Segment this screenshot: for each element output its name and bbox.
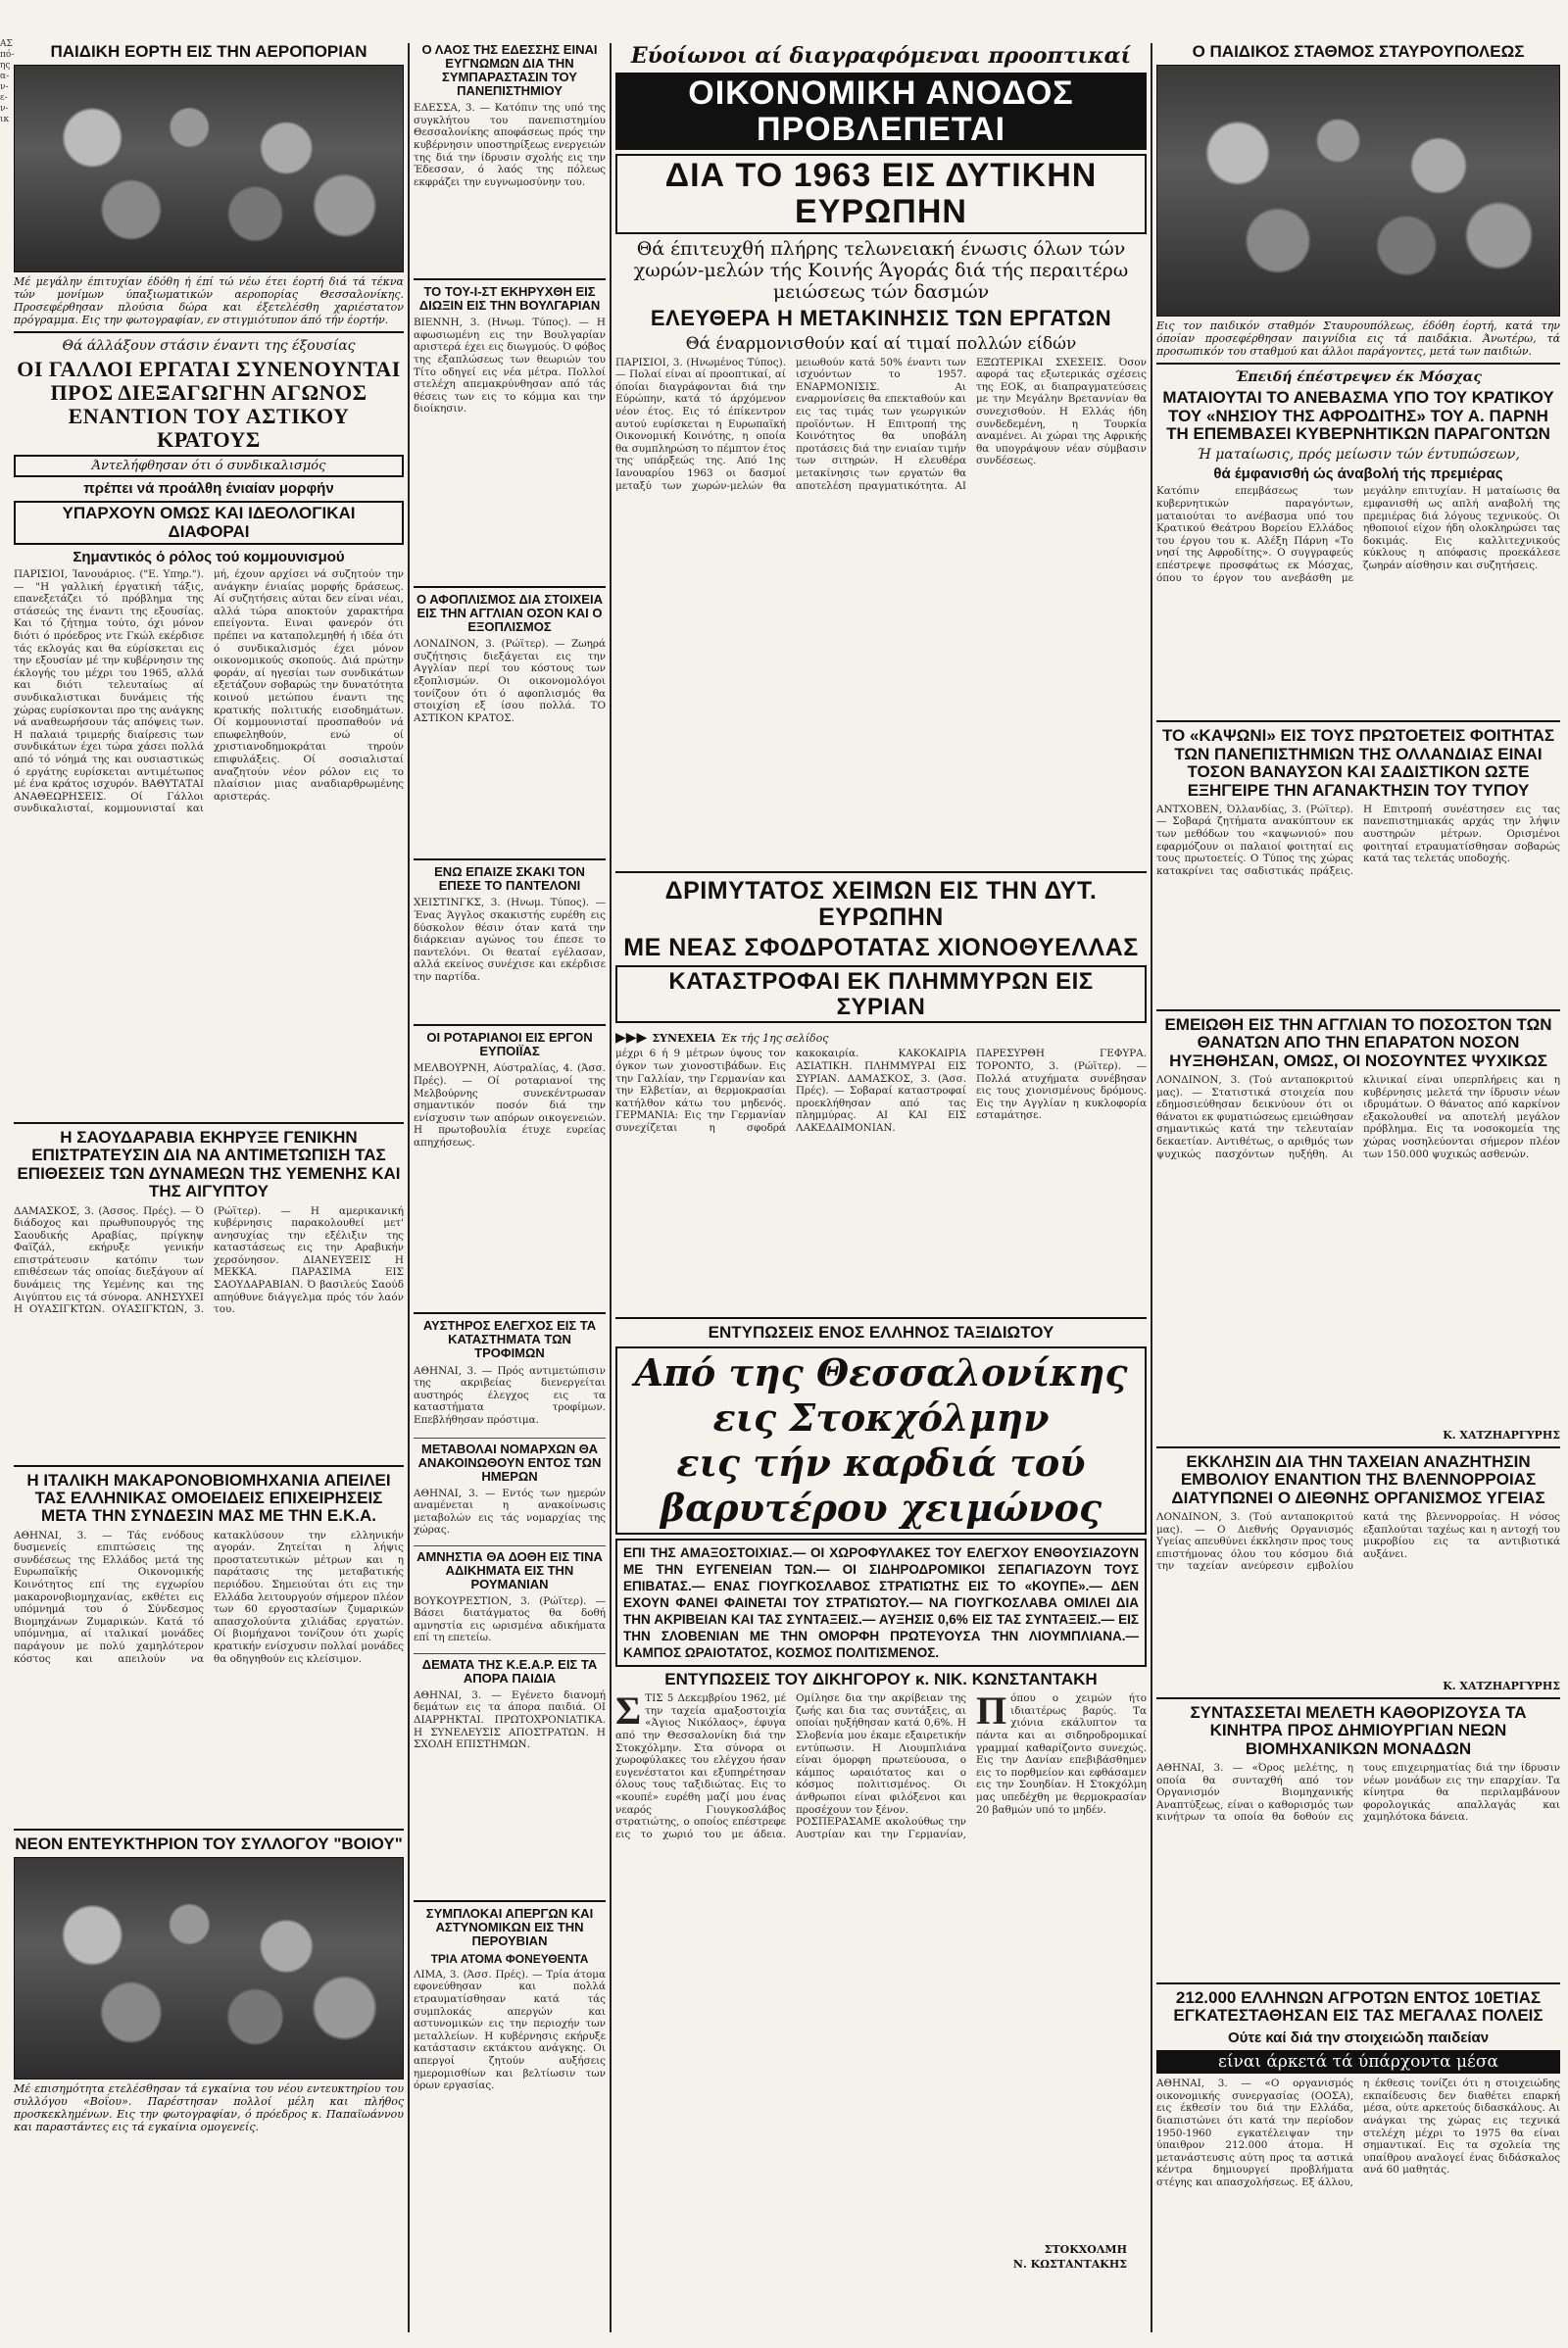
article-industry-body: ΑΘΗΝΑΙ, 3. — «Όρος μελέτης, η οποία θα συνταχθή από τον Οργανισμόν Βιομηχανικής Αναπτύξεως, είναι ο καθορισμός των κινήτρων τα οποία θα δοθούν εις τους επιχειρηματίας διά την ίδρυσιν νέων μονάδων εις την επαρχίαν. Τα κίνητρα θα περιλαμβάνουν φορολογικάς απαλλαγάς και χαμηλότοκα δάνεια. xyxy=(1156,1762,1560,1824)
divider xyxy=(14,1465,404,1467)
continuation-label: ΣΥΝΕΧΕΙΑ xyxy=(652,1032,716,1046)
headline-saudi-arabia: Η ΣΑΟΥΔΑΡΑΒΙΑ ΕΚΗΡΥΞΕ ΓΕΝΙΚΗΝ ΕΠΙΣΤΡΑΤΕΥΣΙΝ ΔΙΑ ΝΑ ΑΝΤΙΜΕΤΩΠΙΣΗ ΤΑΣ ΕΠΙΘΕΣΕΙΣ ΤΩΝ ΔΥΝΑΜΕΩΝ ΤΗΣ ΥΕΜΕΝΗΣ ΚΑΙ ΤΗΣ ΑΙΓΥΠΤΟΥ xyxy=(17,1128,401,1201)
headline-kear: ΔΕΜΑΤΑ ΤΗΣ Κ.Ε.Α.Ρ. ΕΙΣ ΤΑ ΑΠΟΡΑ ΠΑΙΔΙΑ xyxy=(421,1656,598,1686)
divider xyxy=(414,1653,606,1654)
column-2 xyxy=(414,39,606,2338)
article-winter-body: μέχρι 6 ή 9 μέτρων ύψους τον όγκον των χιονοστιβάδων. Εις την Γαλλίαν, την Γερμανίαν και την Ελβετίαν, αι θερμοκρασίαι κατήλθον κάτω του μηδενός. ΓΕΡΜΑΝΙΑ: Εις την Γερμανίαν συνεχίζεται η σφοδρά κακοκαιρία. ΚΑΚΟΚΑΙΡΙΑ ΑΣΙΑΤΙΚΗ. ΠΛΗΜΜΥΡΑΙ ΕΙΣ ΣΥΡΙΑΝ. ΔΑΜΑΣΚΟΣ, 3. (Άσσ. Πρές). — Σοβαραί καταστροφαί προεκλήθησαν από τας πλημμύρας. ΑΙ ΚΑΙ ΕΙΣ ΛΑΚΕΔΑΙΜΟΝΙΑΝ. ΠΑΡΕΣΥΡΘΗ ΓΕΦΥΡΑ. ΤΟΡΟΝΤΟ, 3. (Ρώϊτερ). — Πολλά ατυχήματα συνέβησαν εις τους χιονισμένους δρόμους. Εις την Αγγλίαν η κυκλοφορία εσταμάτησε. xyxy=(615,1048,1147,1134)
dropcap: Σ xyxy=(615,1688,642,1734)
subhead-gaul-3: Σημαντικός ό ρόλος τού κομμουνισμού xyxy=(73,549,345,566)
divider xyxy=(1156,1697,1560,1699)
signature-england: Κ. ΧΑΤΖΗΑΡΓΥΡΗΣ xyxy=(1443,1428,1560,1442)
headline-western-europe-1963: ΔΙΑ ΤΟ 1963 ΕΙΣ ΔΥΤΙΚΗΝ ΕΥΡΩΠΗΝ xyxy=(615,154,1147,233)
column-4 xyxy=(1156,39,1560,2338)
headline-nursery: Ο ΠΑΙΔΙΚΟΣ ΣΤΑΘΜΟΣ ΣΤΑΥΡΟΥΠΟΛΕΩΣ xyxy=(1192,42,1525,61)
headline-children-party: ΠΑΙΔΙΚΗ ΕΟΡΤΗ ΕΙΣ ΤΗΝ ΑΕΡΟΠΟΡΙΑΝ xyxy=(50,42,368,61)
article-chess-body: ΧΕΙΣΤΙΝΓΚΣ, 3. (Ηνωμ. Τύπος). — Ένας Άγγλος σκακιστής ευρέθη εις δύσκολον θέσιν όταν κατά την διάρκειαν αγώνος του έπεσε το παντελόνι. Οι θεαταί εγέλασαν, αλλά εκείνος συνέχισε και εκέρδισε την παρτίδα. xyxy=(414,897,606,983)
divider xyxy=(1156,363,1560,365)
headline-farmers-migration: 212.000 ΕΛΛΗΝΩΝ ΑΓΡΟΤΩΝ ΕΝΤΟΣ 10ΕΤΙΑΣ ΕΓΚΑΤΕΣΤΑΘΗΣΑΝ ΕΙΣ ΤΑΣ ΜΕΓΑΛΑΣ ΠΟΛΕΙΣ xyxy=(1173,1988,1544,2026)
divider xyxy=(414,278,606,280)
subhead-farmers-1: Ούτε καί διά την στοιχειώδη παιδείαν xyxy=(1227,2029,1490,2046)
kicker-economy: Εύοίωνοι αί διαγραφόμεναι προοπτικαί xyxy=(630,43,1132,69)
subhead-moscow-2: θά έμφανισθή ώς άναβολή τής πρεμιέρας xyxy=(1213,465,1503,483)
headline-industry-incentives: ΣΥΝΤΑΣΣΕΤΑΙ ΜΕΛΕΤΗ ΚΑΘΟΡΙΖΟΥΣΑ ΤΑ ΚΙΝΗΤΡΑ ΠΡΟΣ ΔΗΜΙΟΥΡΓΙΑΝ ΝΕΩΝ ΒΙΟΜΗΧΑΝΙΚΩΝ ΜΟΝΑΔΩΝ xyxy=(1190,1703,1527,1758)
kicker-lawyer: ΕΝΤΥΠΩΣΕΙΣ ΤΟΥ ΔΙΚΗΓΟΡΟΥ κ. ΝΙΚ. ΚΩΝΣΤΑΝΤΑΚΗ xyxy=(664,1669,1098,1688)
dropcap: Π xyxy=(976,1688,1007,1734)
article-england-body: ΛΟΝΔΙΝΟΝ, 3. (Τού ανταποκριτού μας). — Στατιστικά στοιχεία που εδημοσιεύθησαν δεικνύουν ότι οι θάνατοι εκ φυματιώσεως εμειώθησαν σημαντικώς κατά την τελευταίαν δεκαετίαν. Αντιθέτως, ο αριθμός των ψυχικώς πασχόντων ηυξήθη. Αι κλινικαί είναι υπερπλήρεις και η κυβέρνησις μελετά την ίδρυσιν νέων ιδρυμάτων. Ο θάνατος από καρκίνον εξακολουθεί να αποτελή μεγάλον πρόβλημα. Εις τα νοσοκομεία της χώρας νοσηλεύονται σήμερον πλέον των 150.000 ψυχικώς ασθενών. xyxy=(1156,1073,1560,1160)
caption-children-party: Μέ μεγάλην έπιτυχίαν έδόθη ή έπί τώ νέω έτει έορτή διά τά τέκνα τών μονίμων ύπαξιωματικών αεροπορίας Θεσσαλονίκης. Προσεφέρθησαν πλούσια δώρα και έξετελέσθη χαριέστατον πρόγραμμα. Εις την φωτογραφίαν, εν στιγμιότυπον άπό τήν έορτήν. xyxy=(14,275,404,327)
kicker-traveler: ΕΝΤΥΠΩΣΕΙΣ ΕΝΟΣ ΕΛΛΗΝΟΣ ΤΑΞΙΔΙΩΤΟΥ xyxy=(708,1323,1054,1343)
divider xyxy=(414,1312,606,1314)
article-hazing-body: ΑΝΤΧΟΒΕΝ, Όλλανδίας, 3. (Ρώϊτερ). — Σοβαρά ζητήματα ανακύπτουν εκ των μεθόδων του «καψωνιού» που εφαρμόζουν οι παλαιοί φοιτηταί εις τους πρωτοετείς. Ο Τύπος της χώρας κατακρίνει τας σαδιστικάς πράξεις. Η Επιτροπή συνέστησεν εις τας πανεπιστημιακάς αρχάς την λήψιν αυστηρών μέτρων. Ορισμένοι φοιτηταί ετραυματίσθησαν σοβαρώς κατά τας τελετάς υποδοχής. xyxy=(1156,803,1560,877)
signature-name: Ν. ΚΩΣΤΑΝΤΑΚΗΣ xyxy=(1012,2258,1127,2272)
divider xyxy=(414,1024,606,1026)
column-3 xyxy=(615,39,1147,2338)
headline-syria-floods: ΚΑΤΑΣΤΡΟΦΑΙ ΕΚ ΠΛΗΜΜΥΡΩΝ ΕΙΣ ΣΥΡΙΑΝ xyxy=(615,965,1147,1024)
photo-children-party xyxy=(14,65,404,272)
headline-chess: ΕΝΩ ΕΠΑΙΖΕ ΣΚΑΚΙ ΤΟΝ ΕΠΕΣΕ ΤΟ ΠΑΝΤΕΛΟΝΙ xyxy=(434,864,585,894)
headline-thessaloniki-stockholm: Από της Θεσσαλονίκης εις Στοκχόλμην xyxy=(634,1349,1128,1440)
left-edge-clipped-column xyxy=(0,39,15,2338)
article-tito-body: ΒΙΕΝΝΗ, 3. (Ηνωμ. Τύπος). — Η αφωσιωμένη εις την Βουλγαρίαν αριστερά έχει εις διωγμούς. Ό φόβος της εξαπλώσεως των θεωριών του Τίτο οδηγεί εις νέα μέτρα. Πολλοί στελέχη απεμακρύνθησαν από τάς θέσεις των εις το κόμμα και την διοίκησιν. xyxy=(414,317,606,416)
divider xyxy=(414,858,606,860)
headline-gaul-differences: ΥΠΑΡΧΟΥΝ ΟΜΩΣ ΚΑΙ ΙΔΕΟΛΟΓΙΚΑΙ ΔΙΑΦΟΡΑΙ xyxy=(14,501,404,545)
headline-snowstorms: ΜΕ ΝΕΑΣ ΣΦΟΔΡΟΤΑΤΑΣ ΧΙΟΝΟΘΥΕΛΛΑΣ xyxy=(623,933,1139,961)
photo-nursery xyxy=(1156,65,1560,317)
article-moscow-body: Κατόπιν επεμβάσεως των κυβερνητικών παραγόντων, ματαιούται το ανέβασμα υπό του Κρατικού Θεάτρου Βορείου Ελλάδος του έργου του κ. Αλέξη Πάρνη «Το νησί της Αφροδίτης». Ο συγγραφεύς επέστρεψε προσφάτως εκ Μόσχας, όπου το έργον του ανεβάσθη με μεγάλην επιτυχίαν. Η ματαίωσις θα εμφανισθή ως απλή αναβολή της πρεμιέρας διά λόγους τεχνικούς. Οι ηθοποιοί είχον ήδη ολοκληρώσει τας δοκιμάς. Εις καλλιτεχνικούς κύκλους η απόφασις προεκάλεσε ζωηράν αίσθησιν και συζητήσεις. xyxy=(1156,485,1560,584)
article-amnesty-body: ΒΟΥΚΟΥΡΕΣΤΙΟΝ, 3. (Ρώϊτερ). — Βάσει διατάγματος θα δοθή αμνηστία εις ωρισμένα αδικήματα επί τη επετείω. xyxy=(414,1594,606,1644)
article-peru-body: ΛΙΜΑ, 3. (Άσσ. Πρές). — Τρία άτομα εφονεύθησαν και πολλά ετραυματίσθησαν κατά τάς συμπλοκάς απεργών και αστυνομικών εις την περιοχήν των μεταλλείων. Η κυβέρνησις εκήρυξε κατάστασιν εκτάκτου ανάγκης. Οι απεργοί ζητούν αυξήσεις ημερομισθίων και βελτίωσιν των όρων εργασίας. xyxy=(414,1968,606,2092)
subhead-peru: ΤΡΙΑ ΑΤΟΜΑ ΦΟΝΕΥΘΕΝΤΑ xyxy=(430,1951,589,1966)
headline-disarmament: Ο ΑΦΟΠΛΙΣΜΟΣ ΔΙΑ ΣΤΟΙΧΕΙΑ ΕΙΣ ΤΗΝ ΑΓΓΛΙΑΝ ΟΣΟΝ ΚΑΙ Ο ΕΞΟΠΛΙΣΜΟΣ xyxy=(416,592,603,635)
headline-food-control: ΑΥΣΤΗΡΟΣ ΕΛΕΓΧΟΣ ΕΙΣ ΤΑ ΚΑΤΑΣΤΗΜΑΤΑ ΤΩΝ ΤΡΟΦΙΜΩΝ xyxy=(422,1318,597,1361)
headline-dutch-hazing: ΤΟ «ΚΑΨΩΝΙ» ΕΙΣ ΤΟΥΣ ΠΡΩΤΟΕΤΕΙΣ ΦΟΙΤΗΤΑΣ ΤΩΝ ΠΑΝΕΠΙΣΤΗΜΙΩΝ ΤΗΣ ΟΛΛΑΝΔΙΑΣ ΕΙΝΑΙ ΤΟΣΟΝ ΒΑΝΑΥΣΟΝ ΚΑΙ ΣΑΔΙΣΤΙΚΟΝ ΩΣΤΕ ΕΞΗΓΕΙΡΕ ΤΗΝ ΑΓΑΝΑΚΤΗΣΙΝ ΤΟΥ ΤΥΠΟΥ xyxy=(1161,726,1555,800)
divider xyxy=(14,331,404,333)
column-rule xyxy=(610,43,612,2332)
headline-rotary: ΟΙ ΡΟΤΑΡΙΑΝΟΙ ΕΙΣ ΕΡΓΟΝ ΕΥΠΟΙΪΑΣ xyxy=(426,1030,593,1059)
divider xyxy=(1156,1982,1560,1984)
kicker-gaul: Θά άλλάξουν στάσιν έναντι της έξουσίας xyxy=(62,338,356,355)
deck-stockholm: ΕΠΙ ΤΗΣ ΑΜΑΞΟΣΤΟΙΧΙΑΣ.— ΟΙ ΧΩΡΟΦΥΛΑΚΕΣ ΤΟΥ ΕΛΕΓΧΟΥ ΕΝΘΟΥΣΙΑΖΟΥΝ ΜΕ ΤΗΝ ΕΥΓΕΝΕΙΑΝ ΤΩΝ.— ΟΙ ΣΙΔΗΡΟΔΡΟΜΙΚΟΙ ΣΕΠΑΓΙΑΖΟΥΝ ΤΟΥΣ ΕΠΙΒΑΤΑΣ.— ΕΝΑΣ ΓΙΟΥΓΚΟΣΛΑΒΟΣ ΣΤΡΑΤΙΩΤΗΣ ΕΙΣ ΤΟ «ΚΟΥΠΕ».— ΔΕΝ ΕΧΟΥΝ ΦΑΝΕΙ ΦΑΙΝΕΤΑΙ ΤΟΥ ΣΤΡΑΤΙΩΤΟΥ.— ΝΑ ΓΙΟΥΓΚΟΣΛΑΒΑ ΟΜΙΛΕΙ ΔΙΑ ΤΗΝ ΑΚΡΙΒΕΙΑΝ ΚΑΙ ΤΑΣ ΣΥΝΤΑΞΕΙΣ.— ΑΥΞΗΣΙΣ 0,6% ΕΙΣ ΤΑΣ ΣΥΝΤΑΞΕΙΣ.— ΕΙΣ ΤΗΝ ΣΛΟΒΕΝΙΑΝ ΜΕ ΤΗΝ ΟΜΟΡΦΗ ΠΡΩΤΕΥΟΥΣΑ ΤΗΝ ΛΙΟΥΜΠΛΙΑΝΑ.— ΚΑΜΠΟΣ ΩΡΑΙΟΤΑΤΟΣ, ΚΟΣΜΟΣ ΠΟΛΙΤΙΣΜΕΝΟΣ. xyxy=(615,1539,1147,1667)
subhead-moscow-1: Ή ματαίωσις, πρός μείωσιν τών έντυπώσεων, xyxy=(1197,447,1520,464)
headline-harsh-winter: ΔΡΙΜΥΤΑΤΟΣ ΧΕΙΜΩΝ ΕΙΣ ΤΗΝ ΔΥΤ. ΕΥΡΩΠΗΝ xyxy=(664,876,1098,931)
divider xyxy=(615,1317,1147,1319)
caption-nursery: Εις τον παιδικόν σταθμόν Σταυρουπόλεως, έδόθη έορτή, κατά την όποίαν προσεφέρθησαν παιγνίδια εις τά παιδάκια. Άνωτέρω, τά προσωπικόν του σταθμού και άλλοι παράγοντες, μετά των παιδιών. xyxy=(1156,319,1560,359)
column-rule xyxy=(1151,43,1152,2332)
headline-edessa: Ο ΛΑΟΣ ΤΗΣ ΕΔΕΣΣΗΣ ΕΙΝΑΙ ΕΥΓΝΩΜΩΝ ΔΙΑ ΤΗΝ ΣΥΜΠΑΡΑΣΤΑΣΙΝ ΤΟΥ ΠΑΝΕΠΙΣΤΗΜΙΟΥ xyxy=(421,42,598,99)
article-stockholm-text-2: ΡΟΣΠΕΡΑΣΑΜΕ ακολούθως την Αυστρίαν και την Γερμανίαν, όπου ο χειμών ήτο ιδιαιτέρως βαρύς. Τα χιόνια εκάλυπτον τα πάντα και αι σιδηροδρομικαί γραμμαί καθαρίζοντο συνεχώς. Εις την Δανίαν επεβιβάσθημεν εις το πορθμείον και εφθάσαμεν εις την Σουηδίαν. Η Στοκχόλμη μας υπεδέχθη με θερμοκρασίαν 20 βαθμών υπό το μηδέν. xyxy=(796,1692,1147,1840)
article-rotary-body: ΜΕΛΒΟΥΡΝΗ, Αύστραλίας, 4. (Άσσ. Πρές). — Οί ροταριανοί της Μελβούρνης συνεκέντρωσαν σημαντικόν ποσόν διά την ενίσχυσιν των απόρων οικογενειών. Η πρωτοβουλία έτυχε ευρείας απηχήσεως. xyxy=(414,1062,606,1149)
article-food-body: ΑΘΗΝΑΙ, 3. — Πρός αντιμετώπισιν της ακριβείας διενεργείται αυστηρός έλεγχος εις τα καταστήματα τροφίμων. Επεβλήθησαν πρόστιμα. xyxy=(414,1364,606,1426)
article-saudi-body: ΔΑΜΑΣΚΟΣ, 3. (Άσσος. Πρές). — Ό διάδοχος και πρωθυπουργός της Σαουδικής Αραβίας, πρίγκηψ Φαϊζάλ, εκήρυξε γενικήν επιστράτευσιν κατόπιν των επιθέσεων τάς οποίας διεξάγουν αί δυνάμεις της Υεμένης και της Αιγύπτου εις τά σύνορα. ΑΝΗΣΥΧΕΙ Η ΟΥΑΣΙΓΚΤΩΝ. ΟΥΑΣΙΓΚΤΩΝ, 3. (Ρώϊτερ). — Η αμερικανική κυβέρνησις παρακολουθεί μετ' ανησυχίας την εξέλιξιν της καταστάσεως εις την Αραβικήν χερσόνησον. ΔΙΑΝΕΥΞΕΙΣ Η ΜΕΚΚΑ. ΠΑΡΑΣΙΜΑ ΕΙΣ ΣΑΟΥΔΑΡΑΒΙΑΝ. Ό βασιλεύς Σαούδ απηύθυνε διάγγελμα πρός τόν λαόν του. xyxy=(14,1204,404,1316)
subhead-customs-union: Θά έπιτευχθή πλήρης τελωνειακή ένωσις όλων τών χωρών-μελών τής Κοινής Άγοράς διά τής περαιτέρω μειώσεως τών δασμών xyxy=(633,237,1129,303)
caption-boiou-club: Μέ επισημότητα ετελέσθησαν τά εγκαίνια του νέου εντευκτηρίου του συλλόγου «Βοΐου». Παρέστησαν πολλοί μέλη και πλήθος προσκεκλημένων. Εις την φωτογραφίαν, ό πρόεδρος κ. Παπαϊωάννου και παραστάντες εις τά εγκαίνια ομογενείς. xyxy=(14,2081,404,2133)
divider xyxy=(1156,1009,1560,1011)
headline-heart-of-winter: εις τήν καρδιά τού βαρυτέρου χειμώνος xyxy=(660,1440,1102,1530)
article-gaul-body: ΠΑΡΙΣΙΟΙ, Ίανουάριος. ("Ε. Υπηρ."). — "Η γαλλική έργατική τάξις, επανεξετάζει τό πρόβλημα της στάσεώς της έναντι της εξουσίας. Και τό ζήτημα τούτο, όχι μόνον διότι ό πρόεδρος ντε Γκώλ εκέρδισε τάς εκλογάς και θα εύρίσκεται εις την εξουσίαν μέ την κυβέρνησιν της έκλογής του μέχρι του 1965, αλλά και διότι τελευταίως αί συνδικαλιστικαι δυνάμεις τής χώρας ευρίσκονται προ της ανάγκης νά αναθεωρήσουν τάς απόψεις των. Η παλαιά τριμερής διαίρεσις των συνδικάτων έχει τώρα χάσει πολλά από τό νόημά της και ουσιαστικώς ό εργάτης ευρίσκεται αντιμέτωπος μέ ένα κράτος ισχυρόν. ΒΑΘΥΤΑΤΑΙ ΑΝΑΘΕΩΡΗΣΕΙΣ. Οί Γάλλοι συνδικαλισταί, κομμουνισταί και μή, έχουν αρχίσει νά συζητούν την ανάγκην ένιαίας μορφής δράσεως. Αί συζητήσεις αύται δεν είναι νέαι, αλλά τώρα αποκτούν χαρακτήρα επείγοντα. Ειναι φανερόν ότι πρέπει να καταπολεμηθή ή ιδέα ότι ό συνδικαλισμός έχει μόνον οικονομικούς σκοπούς. Διά πρώτην φοράν, αί ηγεσίαι των συνδικάτων εξετάζουν σοβαρώς την δυνατότητα κοινού μετώπου έναντι της κρατικής πολιτικής εισοδημάτων. Οί κομμουνισταί προσπαθούν νά επωφεληθούν, ενώ οί χριστιανοδημοκράται τηρούν επιφυλάξεις. Οί σοσιαλισταί αναζητούν νέον ρόλον εις το πλαίσιον μιας αναδιαρθρωμένης αριστεράς. xyxy=(14,568,404,815)
continuation-marker xyxy=(615,1027,1147,1046)
article-edessa-body: ΕΔΕΣΣΑ, 3. — Κατόπιν της υπό της συγκλήτου του πανεπιστημίου Θεσσαλονίκης αποφάσεως πρός την κυβέρνησιν υποστηρίξεως ενεργειών της διά την ίδρυσιν σχολής εις την Έδεσσαν, ό λαός της πόλεως εκφράζει την ευγνωμοσύνην του. xyxy=(414,102,606,188)
article-farmers-body: ΑΘΗΝΑΙ, 3. — «Ο οργανισμός οικονομικής συνεργασίας (ΟΟΣΑ), εις έκθεσίν του διά την Ελλάδα, διαπιστώνει ότι κατά την περίοδον 1950-1960 εγκατέλειψαν την ύπαιθρον 212.000 άτομα. Η μετανάστευσις αύτη προς τα αστικά κέντρα δημιουργεί προβλήματα στέγης και απασχολήσεως. Εξ άλλου, η έκθεσις τονίζει ότι η στοιχειώδης εκπαίδευσις δεν διαθέτει επαρκή μέσα, ούτε αρκετούς διδασκάλους. Αι ανάγκαι της χώρας εις τεχνικά στελέχη μέχρι το 1975 θα είναι σημαντικαί. Εις τα σχολεία της υπαίθρου αναλογεί ένας διδάσκαλος ανά 60 μαθητάς. xyxy=(1156,2078,1560,2188)
divider xyxy=(414,1545,606,1546)
divider xyxy=(1156,1446,1560,1448)
divider xyxy=(14,1829,404,1831)
column-rule xyxy=(408,43,410,2332)
column-1 xyxy=(14,39,404,2338)
headline-amnesty: ΑΜΝΗΣΤΙΑ ΘΑ ΔΟΘΗ ΕΙΣ ΤΙΝΑ ΑΔΙΚΗΜΑΤΑ ΕΙΣ ΤΗΝ ΡΟΥΜΑΝΙΑΝ xyxy=(416,1548,603,1591)
kicker-moscow: Έπειδή έπέστρεψεν έκ Μόσχας xyxy=(1235,369,1482,386)
subhead-gaul-2: πρέπει νά προάλθη ένιαίαν μορφήν xyxy=(83,480,334,498)
subhead-gaul-1: Άντελήφθησαν ότι ό συνδικαλισμός xyxy=(14,455,404,477)
edge-text: ΑΣ πό- ης α- ν- ε- ν- ικ xyxy=(0,39,15,124)
headline-england-deaths: ΕΜΕΙΩΘΗ ΕΙΣ ΤΗΝ ΑΓΓΛΙΑΝ ΤΟ ΠΟΣΟΣΤΟΝ ΤΩΝ ΘΑΝΑΤΩΝ ΑΠΟ ΤΗΝ ΕΠΑΡΑΤΟΝ ΝΟΣΟΝ ΗΥΞΗΘΗΣΑΝ, ΟΜΩΣ, ΟΙ ΝΟΣΟΥΝΤΕΣ ΨΥΧΙΚΩΣ xyxy=(1164,1014,1552,1070)
headline-italian-pasta: Η ΙΤΑΛΙΚΗ ΜΑΚΑΡΟΝΟΒΙΟΜΗΧΑΝΙΑ ΑΠΕΙΛΕΙ ΤΑΣ ΕΛΛΗΝΙΚΑΣ ΟΜΟΕΙΔΕΙΣ ΕΠΙΧΕΙΡΗΣΕΙΣ ΜΕΤΑ ΤΗΝ ΣΥΝΔΕΣΙΝ ΜΑΣ ΜΕ ΤΗΝ Ε.Κ.Α. xyxy=(26,1470,391,1526)
signature-place: ΣΤΟΚΧΟΛΜΗ xyxy=(1044,2243,1127,2257)
article-who-body: ΛΟΝΔΙΝΟΝ, 3. (Τού ανταποκριτού μας). — Ο Διεθνής Οργανισμός Υγείας απευθύνει έκκλησιν προς τους επιστήμονας όλου του κόσμου διά την ταχείαν ανεύρεσιν εμβολίου κατά της βλεννορροίας. Η νόσος εξαπλούται ταχέως και η αντοχή του μικροβίου εις τα αντιβιοτικά αυξάνει. xyxy=(1156,1511,1560,1573)
divider xyxy=(615,871,1147,873)
article-economy-body: ΠΑΡΙΣΙΟΙ, 3. (Ηνωμένος Τύπος). — Πολαί είναι αί προοπτικαί, αί όποίαι διαγράφονται διά την Εύρώπην, κατά τό άρχόμενον νέον έτος. Εις τό έπίκεντρον αυτού ευρίσκεται η Ευρωπαϊκή Οικονομική Κοινότης, η οποία θα συμπληρώση το πέμπτον έτος της υπάρξεώς της. Από 1ης Ιανουαρίου 1963 οι δασμοί μεταξύ των χωρών-μελών θα μειωθούν κατά 50% έναντι των ισχυόντων το 1957. ΕΝΑΡΜΟΝΙΣΙΣ. Αι εναρμονίσεις θα επεκταθούν και εις τας τιμάς των γεωργικών προϊόντων. Η Επιτροπή της Κοινότητος θα υποβάλη προτάσεις διά την ενιαίαν τιμήν των σιτηρών. Η ελευθέρα μετακίνησις των εργατών θα αποτελέση πραγματικότητα. ΑΙ ΕΞΩΤΕΡΙΚΑΙ ΣΧΕΣΕΙΣ. Όσον αφορά τας εξωτερικάς σχέσεις της ΕΟΚ, αι διαπραγματεύσεις με την Μεγάλην Βρεταννίαν θα συνεχισθούν. Η Ελλάς ήδη συνδεδεμένη, η Τουρκία αναμένει. Αι χώραι της Αφρικής θα υπογράψουν νέαν σύμβασιν συνδέσεως. xyxy=(615,356,1147,492)
divider xyxy=(1156,720,1560,722)
article-stockholm-body xyxy=(615,1688,1147,2241)
signature-block xyxy=(615,2243,1127,2271)
headline-peru: ΣΥΜΠΛΟΚΑΙ ΑΠΕΡΓΩΝ ΚΑΙ ΑΣΤΥΝΟΜΙΚΩΝ ΕΙΣ ΤΗΝ ΠΕΡΟΥΒΙΑΝ xyxy=(425,1905,594,1948)
headline-boiou-club: ΝΕΟΝ ΕΝΤΕΥΚΤΗΡΙΟΝ ΤΟΥ ΣΥΛΛΟΓΟΥ "ΒΟΙΟΥ" xyxy=(15,1834,403,1853)
headline-box-stockholm xyxy=(615,1346,1147,1535)
divider xyxy=(414,586,606,588)
signature-who: Κ. ΧΑΤΖΗΑΡΓΥΡΗΣ xyxy=(1443,1680,1560,1693)
arrow-icon: ▶▶▶ xyxy=(615,1030,648,1047)
divider xyxy=(414,1900,606,1902)
headline-nomarchs: ΜΕΤΑΒΟΛΑΙ ΝΟΜΑΡΧΩΝ ΘΑ ΑΝΑΚΟΙΝΩΘΟΥΝ ΕΝΤΟΣ ΤΩΝ ΗΜΕΡΩΝ xyxy=(417,1441,602,1484)
photo-boiou-club xyxy=(14,1857,404,2079)
headline-economic-rise: ΟΙΚΟΝΟΜΙΚΗ ΑΝΟΔΟΣ ΠΡΟΒΛΕΠΕΤΑΙ xyxy=(615,73,1147,150)
headline-tito-bulgaria: ΤΟ ΤΟΥ-Ι-ΣΤ ΕΚΗΡΥΧΘΗ ΕΙΣ ΔΙΩΞΙΝ ΕΙΣ ΤΗΝ ΒΟΥΛΓΑΡΙΑΝ xyxy=(418,284,601,314)
article-disarmament-body: ΛΟΝΔΙΝΟΝ, 3. (Ρώϊτερ). — Ζωηρά συζήτησις διεξάγεται εις την Αγγλίαν περί του κόστους των εξοπλισμών. Οι οικονομολόγοι τονίζουν ότι ό αφοπλισμός θα στοιχίση εξ ίσου πολλά. ΤΟ ΑΣΤΙΚΟΝ ΚΡΑΤΟΣ. xyxy=(414,638,606,724)
article-pasta-body: ΑΘΗΝΑΙ, 3. — Τάς ενόδους δυσμενείς επιπτώσεις της συνδέσεως της Ελλάδος μετά της Ευρωπαϊκής Οικονομικής Κοινότητος επί της εγχωρίου μακαρονοβιομηχανίας, εκθέτει εις υπόμνημά του ό Σύνδεσμος Βιομηχάνων Ζυμαρικών. Κατά τό υπόμνημα, αί ιταλικαί μονάδες παράγουν με πολύ χαμηλότερον κόστος και απειλούν να κατακλύσουν την ελληνικήν αγοράν. Ζητείται η λήψις προστατευτικών μέτρων και η παράτασις της μεταβατικής περιόδου. Σημειούται ότι εις την Ελλάδα λειτουργούν σήμερον πλέον των 60 εργοστασίων ζυμαρικών απασχολούντα χιλιάδας εργατών. Οί βιομήχανοι τονίζουν ότι χωρίς κρατικήν ενίσχυσιν πολλαί μονάδες θα οδηγηθούν εις κλείσιμον. xyxy=(14,1529,404,1665)
divider xyxy=(14,1122,404,1124)
subhead-farmers-2: είναι άρκετά τά ύπάρχοντα μέσα xyxy=(1156,2050,1560,2074)
divider xyxy=(414,1438,606,1439)
article-stockholm-text-1: ΤΙΣ 5 Δεκεμβρίου 1962, μέ την ταχεία αμαξοστοιχία «Άγιος Νικόλαος», έφυγα από την Θεσσαλονίκη διά την Στοκχόλμην. Στα σύνορα οι χωροφύλακες του ελέγχου ήσαν ευγενέστατοι και εξυπηρέτησαν όλους τους ταξιδιώτας. Εις το «κουπέ» ευρέθη μαζί μου ένας νεαρός Γιουγκοσλάβος στρατιώτης, ο οποίος επέστρεφε εις το χωριό του με άδεια. Ομίλησε δια την ακρίβειαν της ζωής και δια τας συντάξεις, αι οποίαι ηυξήθησαν κατά 0,6%. Η Σλοβενία μου έκαμε εξαιρετικήν εντύπωσιν. Η Λιουμπλιάνα είναι όμορφη πρωτεύουσα, ο κάμπος ωραιότατος και ο κόσμος πολιτισμένος. Οι άνθρωποι είναι φιλόξενοι και προσέχουν τον ξένον. xyxy=(615,1692,966,1840)
article-nomarchs-body: ΑΘΗΝΑΙ, 3. — Εντός των ημερών αναμένεται η ανακοίνωσις μεταβολών εις τάς νομαρχίας της χώρας. xyxy=(414,1487,606,1537)
article-kear-body: ΑΘΗΝΑΙ, 3. — Εγένετο διανομή δεμάτων εις τα άπορα παιδιά. ΟΙ ΔΙΑΡΡΗΚΤΑΙ. ΠΡΩΤΟΧΡΟΝΙΑΤΙΚΑ. Η ΣΥΝΕΛΕΥΣΙΣ ΑΠΟΣΤΡΑΤΩΝ. Η ΣΧΟΛΗ ΕΠΙΣΤΗΜΩΝ. xyxy=(414,1688,606,1751)
headline-workers-movement: ΕΛΕΥΘΕΡΑ Η ΜΕΤΑΚΙΝΗΣΙΣ ΤΩΝ ΕΡΓΑΤΩΝ xyxy=(650,305,1112,330)
headline-gaul-workers: ΟΙ ΓΑΛΛΟΙ ΕΡΓΑΤΑΙ ΣΥΝΕΝΟΥΝΤΑΙ ΠΡΟΣ ΔΙΕΞΑΓΩΓΗΝ ΑΓΩΝΟΣ ΕΝΑΝΤΙΟΝ ΤΟΥ ΑΣΤΙΚΟΥ ΚΡΑΤΟΥΣ xyxy=(17,357,401,452)
continuation-from: Έκ τής 1ης σελίδος xyxy=(720,1032,829,1046)
headline-aphrodite-island: ΜΑΤΑΙΟΥΤΑΙ ΤΟ ΑΝΕΒΑΣΜΑ ΥΠΟ ΤΟΥ ΚΡΑΤΙΚΟΥ ΤΟΥ «ΝΗΣΙΟΥ ΤΗΣ ΑΦΡΟΔΙΤΗΣ» ΤΟΥ Α. ΠΑΡΝΗ ΤΗ ΕΠΕΜΒΑΣΕΙ ΚΥΒΕΡΝΗΤΙΚΩΝ ΠΑΡΑΓΟΝΤΩΝ xyxy=(1162,388,1554,444)
subhead-prices: Θά έναρμονισθούν καί αί τιμαί πολλών είδών xyxy=(685,333,1077,354)
headline-who-vaccine: ΕΚΚΛΗΣΙΝ ΔΙΑ ΤΗΝ ΤΑΧΕΙΑΝ ΑΝΑΖΗΤΗΣΙΝ ΕΜΒΟΛΙΟΥ ΕΝΑΝΤΙΟΝ ΤΗΣ ΒΛΕΝΝΟΡΡΟΙΑΣ ΔΙΑΤΥΠΩΝΕΙ Ο ΔΙΕΘΝΗΣ ΟΡΓΑΝΙΣΜΟΣ ΥΓΕΙΑΣ xyxy=(1171,1451,1545,1507)
